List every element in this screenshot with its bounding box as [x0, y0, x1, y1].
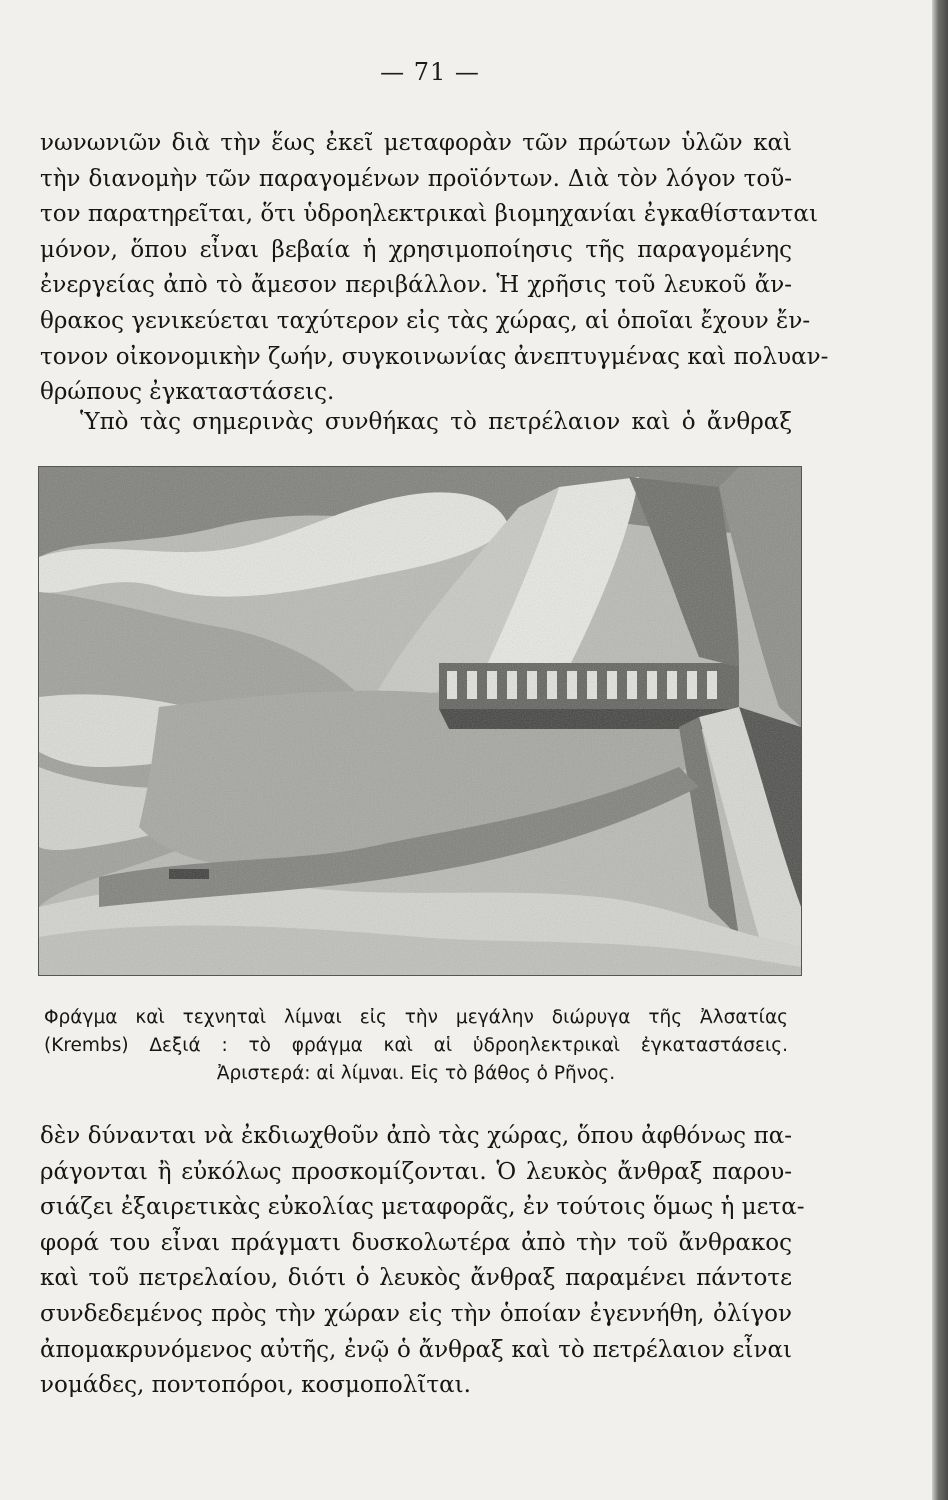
- caption-line: Φράγμα καὶ τεχνηταὶ λίμναι εἰς τὴν μεγάλην διώρυγα τῆς Ἀλσατίας: [44, 1007, 788, 1028]
- text-line: θρώπους ἐγκαταστάσεις.: [40, 379, 335, 406]
- text-line: νωνωνιῶν διὰ τὴν ἕως ἐκεῖ μεταφορὰν τῶν πρώτων ὑλῶν καὶ: [40, 130, 792, 156]
- paragraph-second-start: [40, 405, 792, 441]
- text-line: φορά του εἶναι πράγματι δυσκολωτέρα ἀπὸ τὴν τοῦ ἄνθρακος: [40, 1229, 792, 1256]
- text-line: ράγονται ἢ εὐκόλως προσκομίζονται. Ὁ λευκὸς ἄνθραξ παρου-: [40, 1158, 792, 1185]
- caption-line: Ἀριστερά: αἱ λίμναι. Εἰς τὸ βάθος ὁ Ρῆνος.: [216, 1063, 616, 1084]
- page-number: — 71 —: [380, 58, 480, 86]
- page-edge-shadow: [932, 0, 948, 1500]
- caption-line: (Krembs) Δεξιά : τὸ φράγμα καὶ αἱ ὑδροηλεκτρικαὶ ἐγκαταστάσεις.: [44, 1035, 788, 1056]
- paragraph-top: [40, 126, 829, 411]
- text-line: τονον οἰκονομικὴν ζωήν, συγκοινωνίας ἀνεπτυγμένας καὶ πολυαν-: [40, 343, 829, 370]
- photo-caption: [44, 1004, 788, 1088]
- dam-photograph: [38, 466, 802, 976]
- text-line: σιάζει ἐξαιρετικὰς εὐκολίας μεταφορᾶς, ἐν τούτοις ὅμως ἡ μετα-: [40, 1194, 805, 1221]
- text-line: Ὑπὸ τὰς σημερινὰς συνθήκας τὸ πετρέλαιον καὶ ὁ ἄνθραξ: [80, 409, 792, 435]
- text-line: ἐνεργείας ἀπὸ τὸ ἄμεσον περιβάλλον. Ἡ χρῆσις τοῦ λευκοῦ ἄν-: [40, 272, 792, 299]
- text-line: συνδεδεμένος πρὸς τὴν χώραν εἰς τὴν ὁποίαν ἐγεννήθη, ὀλίγον: [40, 1300, 792, 1327]
- text-line: δὲν δύνανται νὰ ἐκδιωχθοῦν ἀπὸ τὰς χώρας, ὅπου ἀφθόνως πα-: [40, 1123, 792, 1149]
- text-line: νομάδες, ποντοπόροι, κοσμοπολῖται.: [40, 1372, 471, 1399]
- paragraph-bottom: [40, 1119, 805, 1404]
- text-line: τὴν διανομὴν τῶν παραγομένων προϊόντων. Διὰ τὸν λόγον τοῦ-: [40, 165, 792, 192]
- aerial-dam-photo: [39, 467, 801, 975]
- text-line: θρακος γενικεύεται ταχύτερον εἰς τὰς χώρας, αἱ ὁποῖαι ἔχουν ἔν-: [40, 307, 811, 334]
- text-line: τον παρατηρεῖται, ὅτι ὑδροηλεκτρικαὶ βιομηχανίαι ἐγκαθίστανται: [40, 201, 818, 228]
- text-line: μόνον, ὅπου εἶναι βεβαία ἡ χρησιμοποίησις τῆς παραγομένης: [40, 236, 792, 263]
- text-line: καὶ τοῦ πετρελαίου, διότι ὁ λευκὸς ἄνθραξ παραμένει πάντοτε: [40, 1265, 792, 1292]
- text-line: ἀπομακρυνόμενος αὐτῆς, ἐνῷ ὁ ἄνθραξ καὶ τὸ πετρέλαιον εἶναι: [40, 1336, 792, 1363]
